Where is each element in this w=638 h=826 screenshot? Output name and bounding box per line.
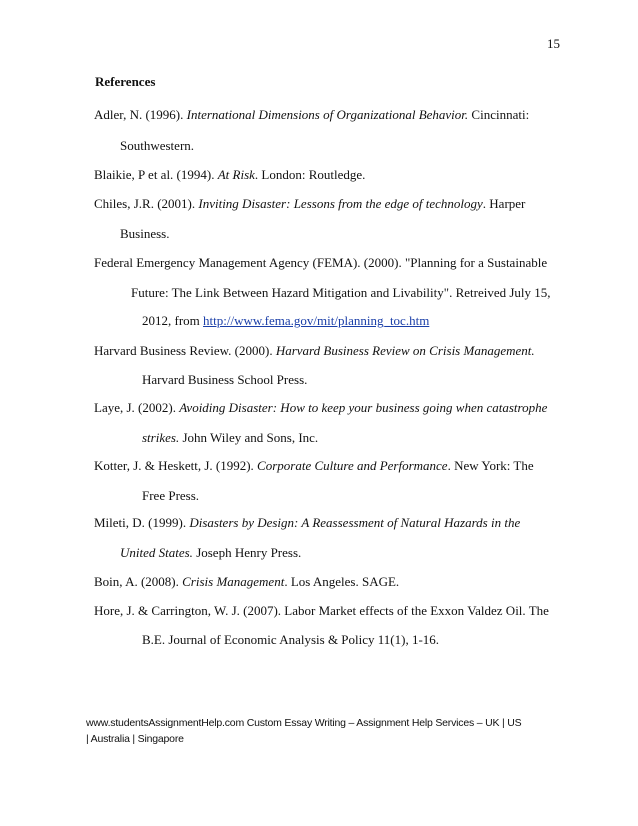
page-number: 15	[547, 36, 560, 51]
reference-chiles-line1	[94, 196, 525, 212]
reference-harvard-line1	[94, 343, 535, 359]
reference-adler-line1	[94, 107, 529, 123]
footer-line-2: | Australia | Singapore	[86, 733, 184, 745]
reference-boin-title: Crisis Management	[182, 574, 285, 589]
reference-fema-line2: Future: The Link Between Hazard Mitigation and Livability". Retreived July 15,	[131, 285, 551, 300]
references-heading: References	[95, 74, 156, 89]
reference-adler-title: International Dimensions of Organizational Behavior.	[186, 107, 469, 122]
footer-line-1: www.studentsAssignmentHelp.com Custom Essay Writing – Assignment Help Services – UK | US	[86, 717, 522, 729]
reference-fema-retrieved: 2012, from	[142, 313, 204, 328]
reference-laye-line1	[94, 400, 547, 416]
reference-blaikie-publisher: . London: Routledge.	[254, 167, 366, 182]
reference-harvard-author: Harvard Business Review. (2000).	[94, 343, 276, 358]
reference-chiles-line2: Business.	[120, 226, 170, 241]
reference-blaikie-title: At Risk	[217, 167, 255, 182]
reference-mileti-title-cont: United States.	[120, 545, 193, 560]
reference-kotter-title: Corporate Culture and Performance	[257, 458, 448, 473]
reference-kotter-line2: Free Press.	[142, 488, 200, 503]
reference-laye-publisher: John Wiley and Sons, Inc.	[179, 430, 319, 445]
reference-laye-line2	[142, 430, 318, 446]
reference-mileti-line2	[120, 545, 301, 561]
reference-hore-line2: B.E. Journal of Economic Analysis & Policy 11(1), 1-16.	[142, 632, 440, 647]
reference-mileti-publisher: Joseph Henry Press.	[192, 545, 302, 560]
reference-kotter-line1	[94, 458, 534, 474]
reference-laye-title: Avoiding Disaster: How to keep your business going when catastrophe	[179, 400, 548, 415]
reference-mileti-line1	[94, 515, 520, 531]
reference-fema-line3	[142, 313, 429, 329]
reference-fema-line1: Federal Emergency Management Agency (FEMA). (2000). "Planning for a Sustainable	[94, 255, 548, 270]
reference-kotter-publisher: . New York: The	[447, 458, 534, 473]
reference-adler-publisher: Cincinnati:	[468, 107, 530, 122]
reference-adler-author: Adler, N. (1996).	[94, 107, 187, 122]
reference-adler-line2: Southwestern.	[120, 138, 195, 153]
reference-chiles-title: Inviting Disaster: Lessons from the edge of technology	[198, 196, 483, 211]
reference-kotter-author: Kotter, J. & Heskett, J. (1992).	[94, 458, 258, 473]
reference-boin-line1	[94, 574, 399, 590]
reference-boin-author: Boin, A. (2008).	[94, 574, 183, 589]
reference-mileti-author: Mileti, D. (1999).	[94, 515, 190, 530]
reference-hore-line1: Hore, J. & Carrington, W. J. (2007). Labor Market effects of the Exxon Valdez Oil. The	[94, 603, 549, 618]
reference-fema-link[interactable]: http://www.fema.gov/mit/planning_toc.htm	[203, 313, 430, 328]
reference-boin-publisher: . Los Angeles. SAGE.	[284, 574, 400, 589]
reference-chiles-author: Chiles, J.R. (2001).	[94, 196, 199, 211]
reference-blaikie-line1	[94, 167, 365, 183]
reference-laye-author: Laye, J. (2002).	[94, 400, 180, 415]
reference-mileti-title: Disasters by Design: A Reassessment of Natural Hazards in the	[189, 515, 521, 530]
page-footer	[86, 715, 566, 747]
reference-harvard-title: Harvard Business Review on Crisis Management.	[275, 343, 535, 358]
reference-blaikie-author: Blaikie, P et al. (1994).	[94, 167, 218, 182]
reference-chiles-publisher: . Harper	[482, 196, 526, 211]
reference-laye-title-cont: strikes.	[142, 430, 180, 445]
reference-harvard-line2: Harvard Business School Press.	[142, 372, 308, 387]
